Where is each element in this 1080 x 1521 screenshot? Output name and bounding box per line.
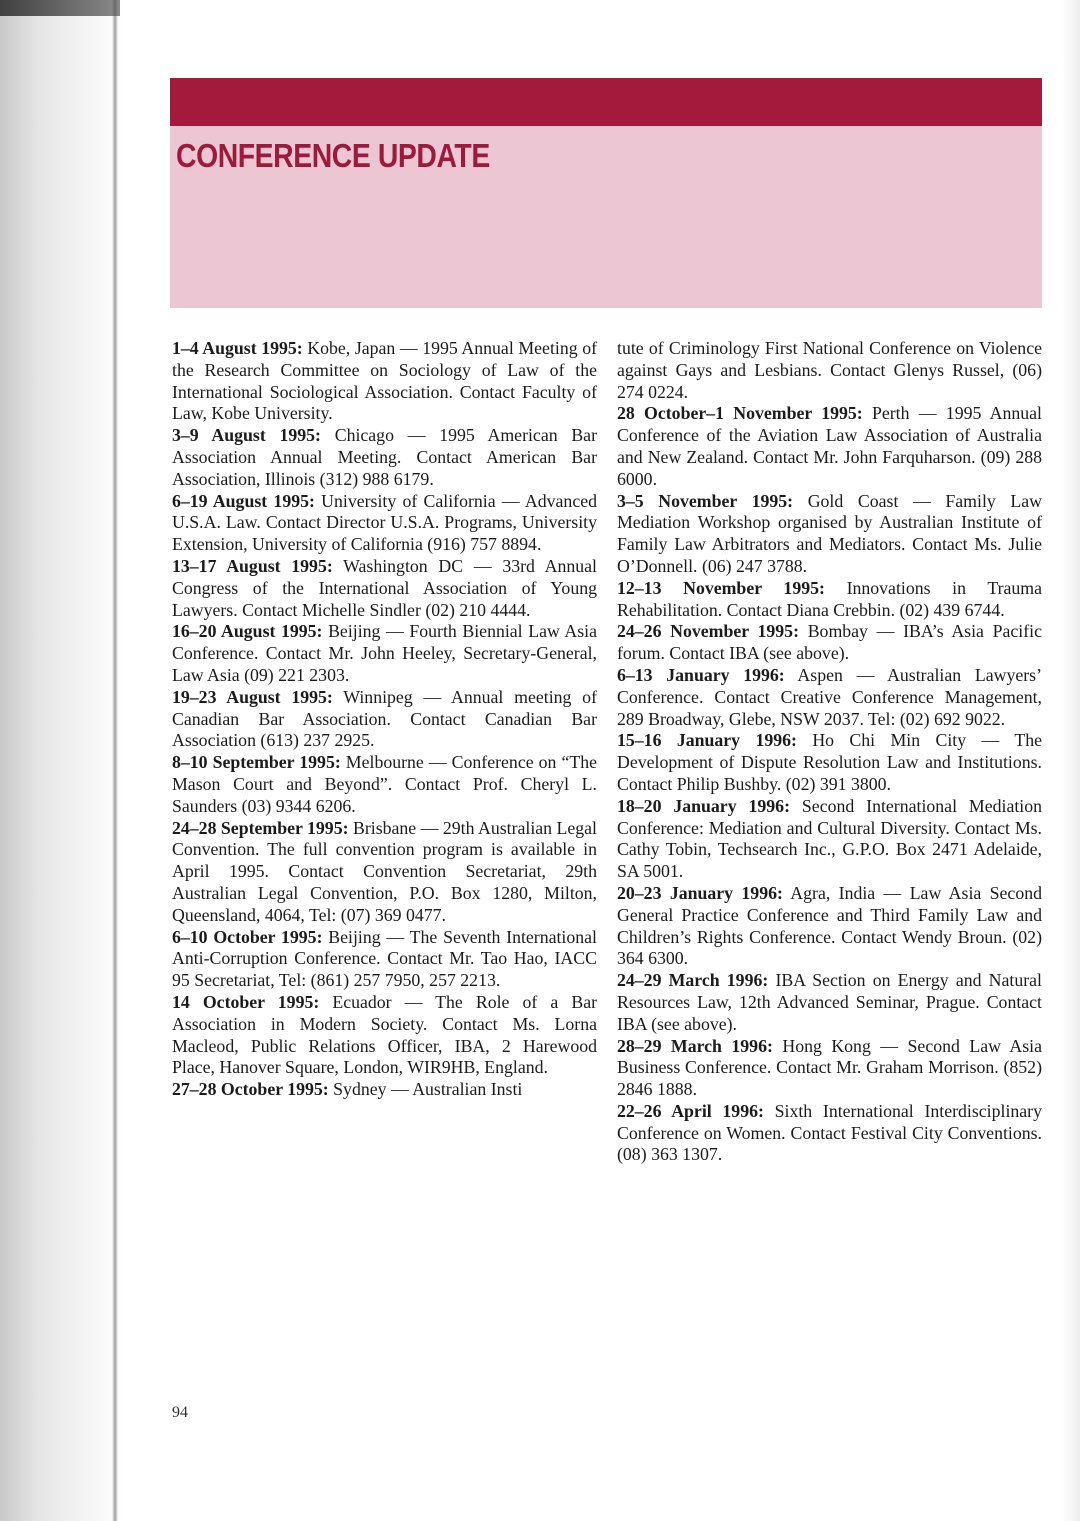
conference-details: Beijing — The Seventh International Anti-Corruption Conference. Contact Mr. Tao Hao, IACC 95 Secretariat, Tel: (861) 257 7950, 257 2213.	[172, 926, 597, 991]
conference-entry	[172, 927, 597, 992]
conference-date: 6–13 January 1996:	[617, 664, 785, 685]
conference-details: Kobe, Japan — 1995 Annual Meeting of the Research Committee on Sociology of Law of the International Sociological Association. Contact Faculty of Law, Kobe University.	[172, 338, 598, 424]
conference-date: 28 October–1 November 1995:	[617, 403, 863, 424]
conference-details: Perth — 1995 Annual Conference of the Aviation Law Association of Australia and New Zealand. Contact Mr. John Farquharson. (09) 288 6000.	[617, 403, 1042, 489]
conference-date: 16–20 August 1995:	[172, 621, 323, 642]
conference-details: Gold Coast — Family Law Mediation Workshop organised by Australian Institute of Family Law Arbitrators and Mediators. Contact Ms. Julie O’Donnell. (06) 247 3788.	[617, 490, 1042, 576]
conference-details: Bombay — IBA’s Asia Pacific forum. Contact IBA (see above).	[617, 621, 1042, 664]
conference-entry	[172, 1079, 597, 1101]
conference-details: Chicago — 1995 American Bar Association Annual Meeting. Contact American Bar Association, Illinois (312) 988 6179.	[172, 425, 597, 489]
conference-entry	[617, 796, 1042, 883]
conference-details: Winnipeg — Annual meeting of Canadian Bar Association. Contact Canadian Bar Association (613) 237 2925.	[172, 686, 597, 751]
header-accent-band	[170, 78, 1042, 126]
conference-entry	[617, 970, 1042, 1035]
conference-date: 15–16 January 1996:	[617, 730, 797, 751]
conference-date: 24–29 March 1996:	[617, 970, 769, 991]
page-number: 94	[172, 1404, 188, 1421]
conference-date: 1–4 August 1995:	[172, 338, 303, 358]
conference-entry	[172, 491, 597, 556]
conference-entry	[172, 687, 597, 752]
conference-date: 13–17 August 1995:	[172, 555, 333, 576]
conference-date: 28–29 March 1996:	[617, 1035, 773, 1056]
conference-entry	[617, 1036, 1042, 1101]
conference-details: Sixth International Interdisciplinary Conference on Women. Contact Festival City Conventions. (08) 363 1307.	[617, 1100, 1042, 1165]
conference-entry	[617, 730, 1042, 795]
conference-details: Hong Kong — Second Law Asia Business Conference. Contact Mr. Graham Morrison. (852) 2846 1888.	[617, 1035, 1043, 1100]
conference-date: 12–13 November 1995:	[617, 577, 825, 598]
conference-date: 20–23 January 1996:	[617, 882, 783, 903]
conference-date: 6–10 October 1995:	[172, 926, 323, 947]
conference-entry	[617, 1101, 1042, 1166]
scan-shadow-edge	[0, 0, 160, 1521]
conference-date: 3–9 August 1995:	[172, 425, 321, 446]
conference-date: 14 October 1995:	[172, 991, 320, 1012]
conference-date: 19–23 August 1995:	[172, 686, 333, 707]
conference-details: Agra, India — Law Asia Second General Practice Conference and Third Family Law and Children’s Rights Conference. Contact Wendy Broun. (02) 364 6300.	[617, 882, 1042, 969]
conference-entry	[617, 665, 1042, 730]
conference-entry	[172, 425, 597, 490]
conference-details: Ho Chi Min City — The Development of Dispute Resolution Law and Institutions. Contact Philip Bushby. (02) 391 3800.	[617, 730, 1042, 794]
conference-date: 6–19 August 1995:	[172, 490, 315, 511]
scan-right-edge	[1062, 0, 1080, 1521]
conference-entry	[172, 752, 597, 817]
conference-details: Ecuador — The Role of a Bar Association in Modern Society. Contact Ms. Lorna Macleod, Public Relations Officer, IBA, 2 Harewood Place, Hanover Square, London, WIR9HB, England.	[172, 991, 598, 1078]
conference-details: University of California — Advanced U.S.A. Law. Contact Director U.S.A. Programs, University Extension, University of California (916) 757 8894.	[172, 490, 598, 555]
scan-corner-mark	[0, 0, 120, 16]
conference-entry	[617, 883, 1042, 970]
conference-date: 3–5 November 1995:	[617, 490, 794, 511]
conference-date: 27–28 October 1995:	[172, 1079, 329, 1100]
page-binding-line	[112, 0, 118, 1521]
conference-entry	[617, 621, 1042, 665]
conference-entry	[617, 338, 1042, 403]
conference-date: 18–20 January 1996:	[617, 795, 790, 816]
conference-entry	[617, 403, 1042, 490]
conference-entry	[172, 818, 597, 927]
conference-entry	[172, 621, 597, 686]
conference-details: Second International Mediation Conference: Mediation and Cultural Diversity. Contact Ms. Cathy Tobin, Techsearch Inc., G.P.O. Box 2471 Adelaide, SA 5001.	[617, 795, 1042, 882]
conference-details: Aspen — Australian Lawyers’ Conference. Contact Creative Conference Management, 289 Broadway, Glebe, NSW 2037. Tel: (02) 692 9022.	[617, 664, 1042, 729]
page-title: CONFERENCE UPDATE	[176, 137, 490, 174]
conference-details: Melbourne — Conference on “The Mason Court and Beyond”. Contact Prof. Cheryl L. Saunders (03) 9344 6206.	[172, 752, 597, 816]
conference-date: 8–10 September 1995:	[172, 752, 341, 773]
conference-date: 22–26 April 1996:	[617, 1100, 764, 1121]
conference-details: Innovations in Trauma Rehabilitation. Contact Diana Crebbin. (02) 439 6744.	[617, 577, 1042, 620]
right-column	[617, 338, 1042, 1166]
conference-entry	[172, 556, 597, 621]
conference-entry	[172, 992, 597, 1079]
conference-details: Beijing — Fourth Biennial Law Asia Conference. Contact Mr. John Heeley, Secretary-General, Law Asia (09) 221 2303.	[172, 621, 597, 685]
conference-details: IBA Section on Energy and Natural Resources Law, 12th Advanced Seminar, Prague. Contact IBA (see above).	[617, 970, 1042, 1034]
conference-date: 24–26 November 1995:	[617, 621, 799, 642]
conference-entry	[172, 338, 597, 425]
conference-date: 24–28 September 1995:	[172, 817, 349, 838]
conference-details: Sydney — Australian Insti	[328, 1079, 523, 1100]
left-column	[172, 338, 597, 1101]
conference-details: Washington DC — 33rd Annual Congress of the International Association of Young Lawyers. Contact Michelle Sindler (02) 210 4444.	[172, 555, 597, 620]
conference-entry	[617, 578, 1042, 622]
conference-details: Brisbane — 29th Australian Legal Convention. The full convention program is available in April 1995. Contact Convention Secretariat, 29th Australian Legal Convention, P.O. Box 1280, Milton, Queensland, 4064, Tel: (07) 369 0477.	[172, 817, 597, 925]
conference-details: tute of Criminology First National Conference on Violence against Gays and Lesbians. Contact Glenys Russel, (06) 274 0224.	[617, 338, 1042, 402]
conference-entry	[617, 491, 1042, 578]
